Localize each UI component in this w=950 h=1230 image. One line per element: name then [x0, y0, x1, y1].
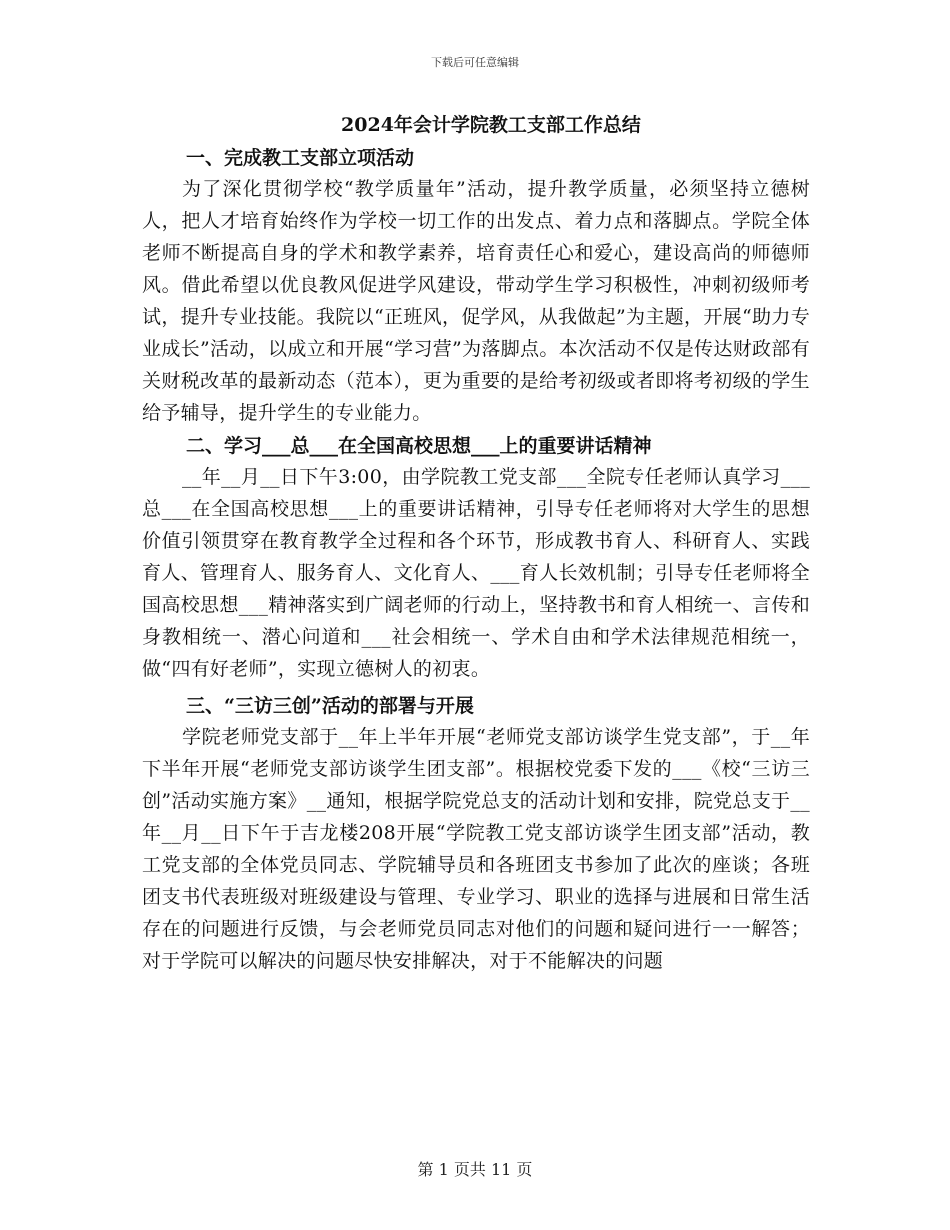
section-paragraph-1: 为了深化贯彻学校“教学质量年”活动，提升教学质量，必须坚持立德树人，把人才培育始终作为学校一切工作的出发点、着力点和落脚点。学院全体老师不断提高自身的学术和教学素养，培育责任心和爱心，建设高尚的师德师风。借此希望以优良教风促进学风建设，带动学生学习积极性，冲刺初级师考试，提升专业技能。我院以“正班风，促学风，从我做起”为主题，开展“助力专业成长”活动，以成立和开展“学习营”为落脚点。本次活动不仅是传达财政部有关财税改革的最新动态（范本），更为重要的是给考初级或者即将考初级的学生给予辅导，提升学生的专业能力。	[142, 178, 810, 424]
section-paragraph-3: 学院老师党支部于__年上半年开展“老师党支部访谈学生党支部”，于__年下半年开展“老师党支部访谈学生团支部”。根据校党委下发的___《校“三访三创”活动实施方案》__通知，根据学院党总支的活动计划和安排，院党总支于__年__月__日下午于吉龙楼208开展“学院教工党支部访谈学生团支部”活动，教工党支部的全体党员同志、学院辅导员和各班团支书参加了此次的座谈；各班团支书代表班级对班级建设与管理、专业学习、职业的选择与进展和日常生活存在的问题进行反馈，与会老师党员同志对他们的问题和疑问进行一一解答；对于学院可以解决的问题尽快安排解决，对于不能解决的问题	[142, 726, 810, 972]
section-heading-1: 一、完成教工支部立项活动	[186, 147, 415, 169]
header-note: 下载后可任意编辑	[431, 56, 519, 69]
section-heading-2: 二、学习___总___在全国高校思想___上的重要讲话精神	[186, 435, 652, 457]
section-heading-3: 三、“三访三创”活动的部署与开展	[186, 695, 474, 717]
document-body	[142, 110, 810, 979]
section-paragraph-2: __年__月__日下午3:00，由学院教工党支部___全院专任老师认真学习___总___在全国高校思想___上的重要讲话精神，引导专任老师将对大学生的思想价值引领贯穿在教育教学全过程和各个环节，形成教书育人、科研育人、实践育人、管理育人、服务育人、文化育人、___育人长效机制；引导专任老师将全国高校思想___精神落实到广阔老师的行动上，坚持教书和育人相统一、言传和身教相统一、潜心问道和___社会相统一、学术自由和学术法律规范相统一，做“四有好老师”，实现立德树人的初衷。	[142, 466, 810, 680]
page-number: 第 1 页共 11 页	[417, 1160, 533, 1179]
document-title: 2024年会计学院教工支部工作总结	[341, 114, 641, 136]
